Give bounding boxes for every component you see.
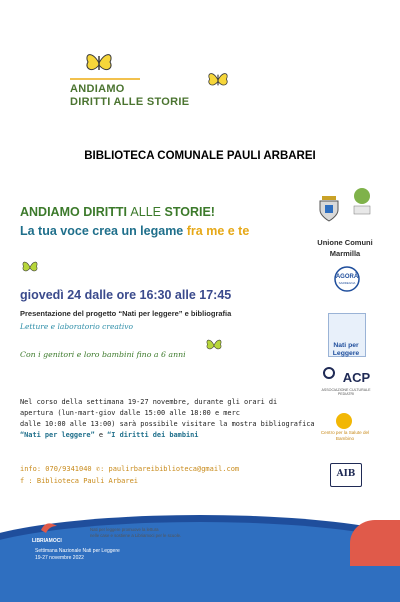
logo-accent-bar	[70, 78, 140, 80]
week-title1: “Nati per leggere”	[20, 431, 95, 439]
subheadline	[20, 224, 249, 238]
union-logo-icon	[350, 186, 374, 216]
event-lab: Letture e laboratorio creativo	[20, 322, 134, 331]
week-info	[20, 397, 315, 441]
libriamoci-brand: LIBRIAMOCI	[32, 538, 62, 544]
aib-logo	[330, 463, 362, 487]
headline-part1: ANDIAMO DIRITTI	[20, 205, 131, 219]
subheadline-part2: fra me e te	[186, 224, 250, 238]
salute-label: Centro per la Salute del Bambino	[320, 430, 370, 441]
week-line2: apertura (lun-mart-giov dalle 15:00 alle 18:00 e merc	[20, 409, 240, 417]
library-name: BIBLIOTECA COMUNALE PAULI ARBAREI	[84, 150, 316, 162]
week-and: e	[94, 431, 108, 439]
footer-illustration	[350, 520, 400, 566]
nati-label: Nati per Leggere	[332, 342, 360, 357]
footer-note1: Nati per leggere promuove la lettura	[90, 527, 159, 532]
contact-line2: f : Biblioteca Pauli Arbarei	[20, 477, 139, 485]
contact-info	[20, 463, 239, 487]
salute-logo-icon	[336, 413, 352, 429]
svg-text:SARDEGNA: SARDEGNA	[338, 281, 356, 285]
union-name	[310, 237, 380, 259]
butterfly-icon	[205, 68, 231, 92]
butterfly-icon	[20, 258, 40, 276]
event-date: giovedì 24 dalle ore 16:30 alle 17:45	[20, 288, 232, 302]
bird-icon	[40, 520, 58, 534]
footer-note2: nelle case e sostiene a Libriamoci per le scuole.	[90, 533, 182, 538]
coat-of-arms-icon	[318, 196, 340, 222]
svg-text:AGORÀ: AGORÀ	[335, 274, 359, 280]
headline-part2: ALLE	[130, 205, 162, 219]
butterfly-icon	[204, 336, 224, 354]
acp-subtitle: ASSOCIAZIONE CULTURALE PEDIATRI	[321, 388, 371, 396]
logo-line2: DIRITTI ALLE STORIE	[70, 96, 190, 108]
footer-wave-inner	[0, 522, 400, 602]
footer-note	[90, 527, 181, 539]
union-line1: Unione Comuni	[317, 238, 373, 247]
week-line1: Nel corso della settimana 19-27 novembre, durante gli orari di	[20, 398, 278, 406]
subheadline-part1: La tua voce crea un legame	[20, 224, 187, 238]
week-line4	[20, 430, 315, 441]
union-line2: Marmilla	[329, 249, 361, 258]
headline	[20, 205, 215, 219]
event-audience: Con i genitori e loro bambini fino a 6 anni	[20, 350, 186, 359]
footer-text	[35, 548, 120, 562]
aib-text: AIB	[336, 469, 356, 479]
contact-line1: info: 070/9341040 ✆: paulirbareibiblioteca@gmail.com	[20, 465, 240, 473]
event-presentation: Presentazione del progetto “Nati per leggere” e bibliografia	[20, 309, 232, 318]
week-title2: “I diritti dei bambini	[107, 431, 199, 439]
butterfly-icon	[82, 48, 116, 78]
week-line3: dalle 10:00 alle 13:00) sarà possibile visitare la mostra bibliografica	[20, 420, 315, 428]
logo-line1: ANDIAMO	[70, 83, 125, 95]
footer-line2: 19-27 novembre 2022	[35, 555, 84, 561]
logo-title	[70, 83, 189, 109]
acp-logo: ACP	[342, 370, 371, 385]
headline-part3: STORIE!	[161, 205, 215, 219]
footer-line1: Settimana Nazionale Nati per Leggere	[35, 548, 120, 554]
agora-logo-icon	[330, 266, 364, 292]
